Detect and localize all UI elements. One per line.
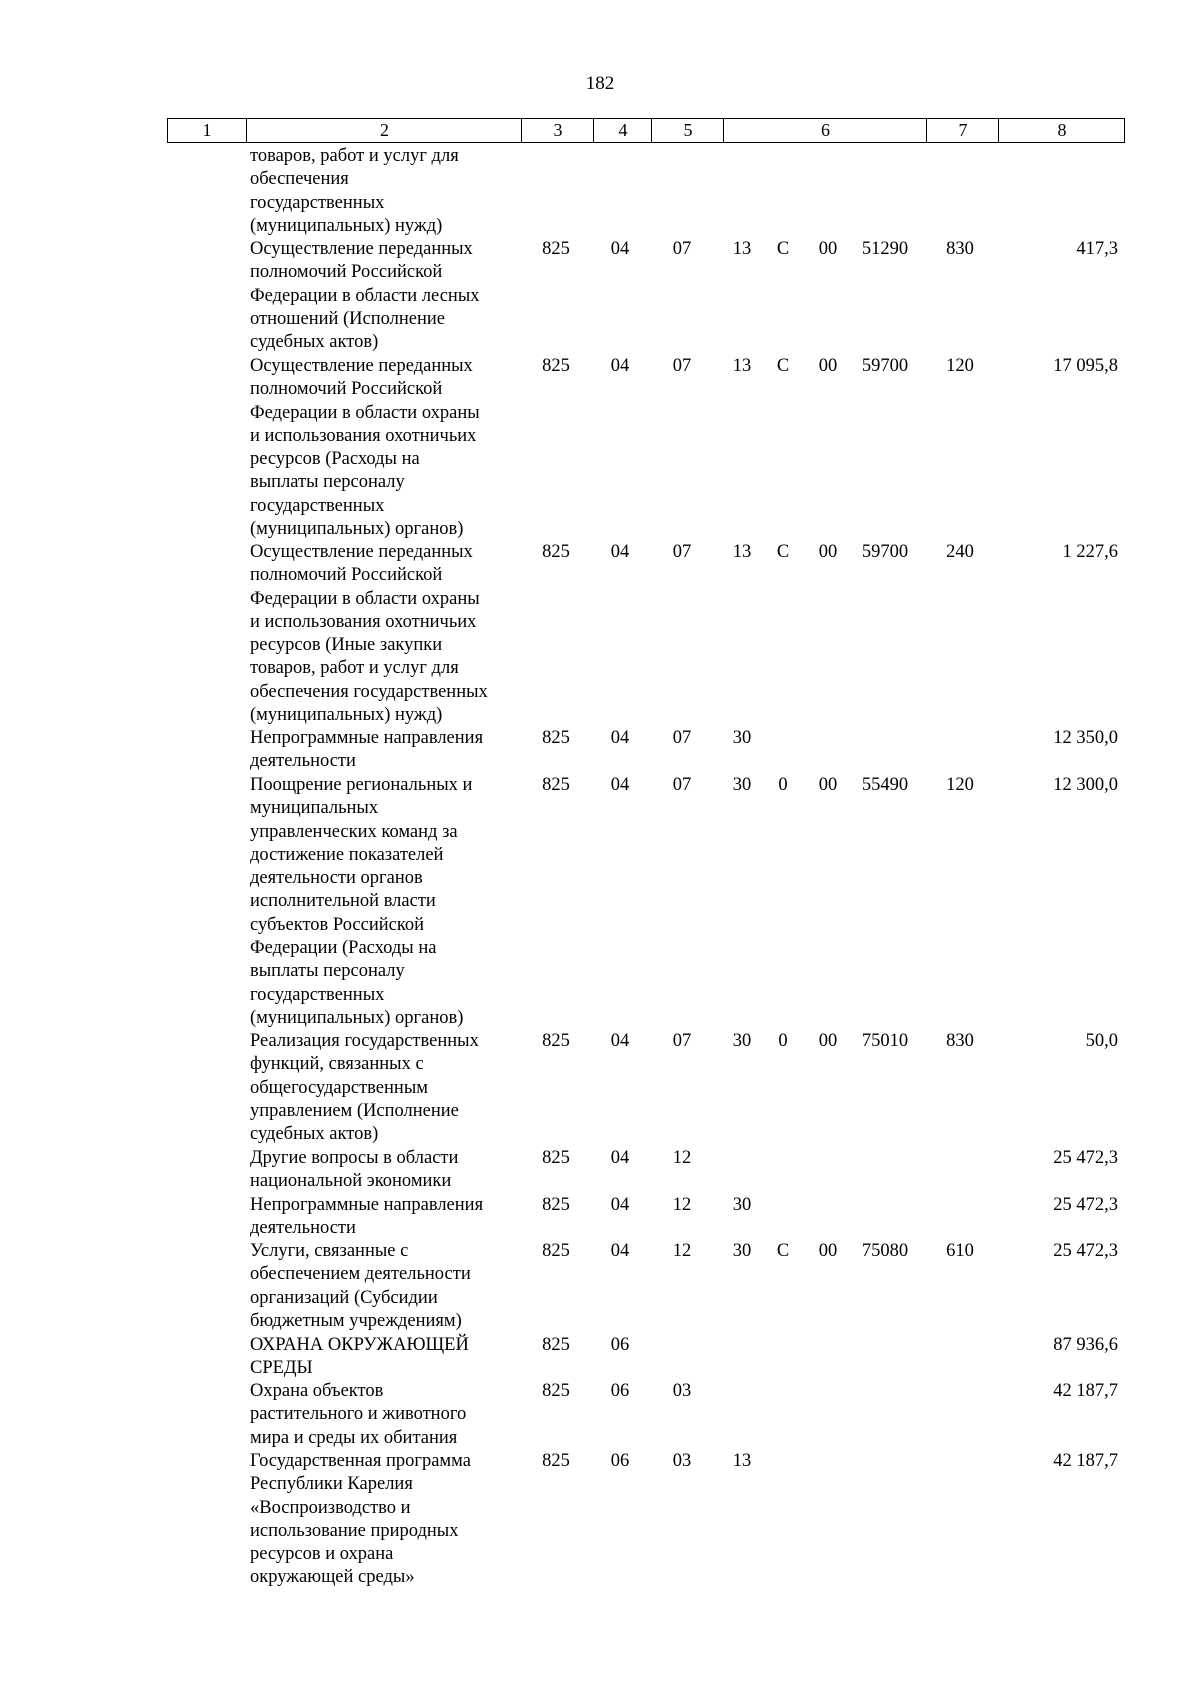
row-name: Осуществление переданных полномочий Российской Федерации в области охраны и использования охотничьих ресурсов (Расходы на выплаты персоналу государственных (муниципальных) органов) [250, 356, 480, 540]
cell-col-7: 830 [946, 239, 974, 259]
cell-col-6-subprogram: С [776, 1241, 790, 1261]
cell-col-8: 42 187,7 [1053, 1451, 1118, 1471]
row-name: Реализация государственных функций, связанных с общегосударственным управлением (Исполнение судебных актов) [250, 1031, 479, 1145]
cell-col-6-direction: 75010 [861, 1031, 909, 1051]
cell-col-6-direction: 51290 [861, 239, 909, 259]
cell-col-3: 825 [542, 1241, 570, 1261]
cell-col-6-program: 13 [732, 542, 752, 562]
cell-col-3: 825 [542, 1148, 570, 1168]
cell-col-5: 07 [672, 1031, 692, 1051]
cell-col-5: 12 [672, 1148, 692, 1168]
cell-col-4: 04 [610, 1148, 630, 1168]
cell-col-3: 825 [542, 356, 570, 376]
cell-col-6-direction: 55490 [861, 775, 909, 795]
cell-col-8: 1 227,6 [1062, 542, 1118, 562]
row-name: Непрограммные направления деятельности [250, 1195, 484, 1239]
cell-col-3: 825 [542, 542, 570, 562]
header-col-1: 1 [202, 120, 212, 140]
cell-col-5: 07 [672, 728, 692, 748]
cell-col-8: 42 187,7 [1053, 1381, 1118, 1401]
cell-col-5: 03 [672, 1381, 692, 1401]
cell-col-6-main: 00 [818, 239, 838, 259]
cell-col-6-main: 00 [818, 1031, 838, 1051]
cell-col-6-program: 13 [732, 1451, 752, 1471]
cell-col-6-program: 30 [732, 728, 752, 748]
row-name: Государственная программа Республики Карелия «Воспроизводство и использование природных ресурсов и охрана окружающей среды» [250, 1451, 471, 1588]
cell-col-6-program: 13 [732, 239, 752, 259]
cell-col-6-subprogram: С [776, 542, 790, 562]
cell-col-6-program: 30 [732, 1195, 752, 1215]
page-number: 182 [585, 73, 615, 94]
cell-col-6-direction: 75080 [861, 1241, 909, 1261]
header-col-3: 3 [521, 119, 594, 142]
cell-col-7: 830 [946, 1031, 974, 1051]
cell-col-8: 87 936,6 [1053, 1335, 1118, 1355]
cell-col-6-main: 00 [818, 542, 838, 562]
cell-col-6-subprogram: С [776, 356, 790, 376]
cell-col-5: 07 [672, 775, 692, 795]
cell-col-4: 06 [610, 1451, 630, 1471]
cell-col-6-direction: 59700 [861, 356, 909, 376]
row-name: Поощрение региональных и муниципальных управленческих команд за достижение показателей деятельности органов исполнительной власти субъектов Российской Федерации (Расходы на выплаты персоналу государственных (муниципальных) органов) [250, 775, 473, 1028]
row-name: Непрограммные направления деятельности [250, 728, 484, 772]
cell-col-3: 825 [542, 1031, 570, 1051]
cell-col-8: 17 095,8 [1053, 356, 1118, 376]
cell-col-5: 07 [672, 239, 692, 259]
cell-col-3: 825 [542, 775, 570, 795]
cell-col-3: 825 [542, 239, 570, 259]
row-name: Осуществление переданных полномочий Российской Федерации в области охраны и использования охотничьих ресурсов (Иные закупки товаров, работ и услуг для обеспечения государственных (муниципальных) нужд) [250, 542, 488, 726]
cell-col-8: 25 472,3 [1053, 1148, 1118, 1168]
header-col-5: 5 [651, 119, 724, 142]
cell-col-7: 610 [946, 1241, 974, 1261]
cell-col-6-main: 00 [818, 1241, 838, 1261]
cell-col-3: 825 [542, 728, 570, 748]
cell-col-4: 06 [610, 1335, 630, 1355]
cell-col-4: 04 [610, 239, 630, 259]
header-col-2: 2 [246, 119, 522, 142]
cell-col-6-main: 00 [818, 356, 838, 376]
cell-col-8: 417,3 [1076, 239, 1118, 259]
cell-col-7: 120 [946, 775, 974, 795]
cell-col-5: 03 [672, 1451, 692, 1471]
cell-col-8: 25 472,3 [1053, 1241, 1118, 1261]
cell-col-4: 04 [610, 542, 630, 562]
row-name: Другие вопросы в области национальной экономики [250, 1148, 459, 1192]
table-header [167, 118, 1125, 143]
cell-col-6-main: 00 [818, 775, 838, 795]
header-col-4: 4 [593, 119, 652, 142]
cell-col-4: 04 [610, 1031, 630, 1051]
cell-col-6-subprogram: 0 [778, 1031, 788, 1051]
cell-col-4: 04 [610, 1241, 630, 1261]
cell-col-5: 07 [672, 542, 692, 562]
cell-col-6-direction: 59700 [861, 542, 909, 562]
cell-col-5: 12 [672, 1195, 692, 1215]
cell-col-3: 825 [542, 1335, 570, 1355]
cell-col-4: 04 [610, 356, 630, 376]
row-name: Охрана объектов растительного и животного мира и среды их обитания [250, 1381, 467, 1448]
header-col-6: 6 [723, 119, 927, 142]
cell-col-4: 06 [610, 1381, 630, 1401]
cell-col-4: 04 [610, 775, 630, 795]
cell-col-7: 240 [946, 542, 974, 562]
cell-col-3: 825 [542, 1195, 570, 1215]
cell-col-5: 07 [672, 356, 692, 376]
row-name: ОХРАНА ОКРУЖАЮЩЕЙ СРЕДЫ [250, 1335, 469, 1379]
cell-col-6-subprogram: 0 [778, 775, 788, 795]
cell-col-6-program: 30 [732, 1031, 752, 1051]
cell-col-4: 04 [610, 1195, 630, 1215]
row-name: Осуществление переданных полномочий Российской Федерации в области лесных отношений (Исполнение судебных актов) [250, 239, 480, 353]
cell-col-6-program: 13 [732, 356, 752, 376]
cell-col-8: 50,0 [1085, 1031, 1118, 1051]
row-name: Услуги, связанные с обеспечением деятельности организаций (Субсидии бюджетным учреждениям) [250, 1241, 471, 1331]
cell-col-6-program: 30 [732, 1241, 752, 1261]
cell-col-4: 04 [610, 728, 630, 748]
cell-col-8: 12 350,0 [1053, 728, 1118, 748]
cell-col-6-subprogram: С [776, 239, 790, 259]
header-col-7: 7 [926, 119, 999, 142]
cell-col-8: 25 472,3 [1053, 1195, 1118, 1215]
cell-col-3: 825 [542, 1381, 570, 1401]
header-col-8: 8 [998, 119, 1125, 142]
cell-col-6-program: 30 [732, 775, 752, 795]
row-name: товаров, работ и услуг для обеспечения государственных (муниципальных) нужд) [250, 146, 459, 236]
cell-col-3: 825 [542, 1451, 570, 1471]
cell-col-7: 120 [946, 356, 974, 376]
cell-col-8: 12 300,0 [1053, 775, 1118, 795]
cell-col-5: 12 [672, 1241, 692, 1261]
